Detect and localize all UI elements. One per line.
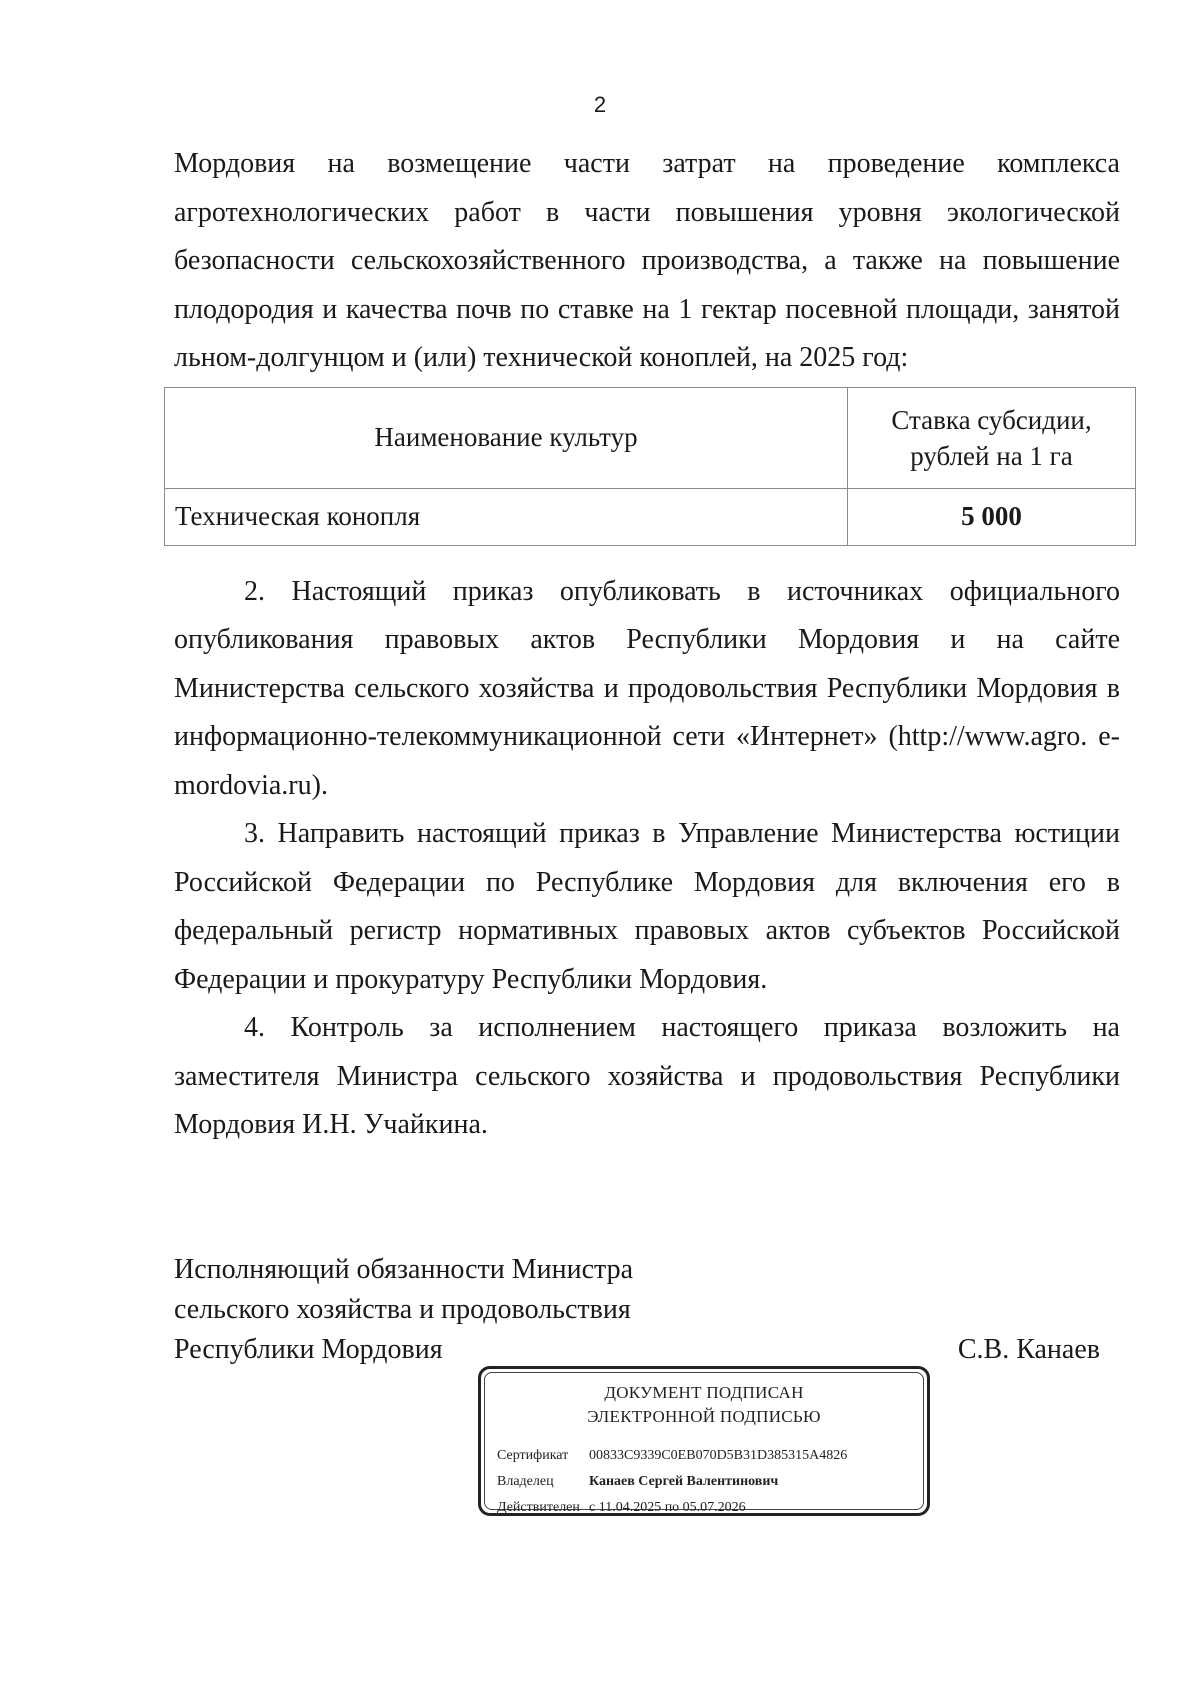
stamp-certificate-row (497, 1443, 923, 1469)
paragraph-publication: 2. Настоящий приказ опубликовать в источниках официального опубликования правовых актов Республики Мордовия и на сайте Министерства сельского хозяйства и продовольствия Республики Мордовия в информационно-телекоммуникационной сети «Интернет» (http://www.agro. e-mordovia.ru). (174, 575, 1120, 801)
subsidy-rate-cell: 5 000 (848, 488, 1136, 545)
intro-paragraph: Мордовия на возмещение части затрат на проведение комплекса агротехнологических работ в части повышения уровня экологической безопасности сельскохозяйственного производства, а также на повышение плодородия и качества почв по ставке на 1 гектар посевной площади, занятой льном-долгунцом и (или) технической коноплей, на 2025 год: (174, 148, 1120, 373)
header-crop-name: Наименование культур (165, 387, 848, 488)
stamp-heading-line2: ЭЛЕКТРОННОЙ ПОДПИСЬЮ (587, 1407, 821, 1426)
stamp-details (485, 1443, 923, 1521)
signer-title-line2: сельского хозяйства и продовольствия (174, 1294, 631, 1325)
owner-value: Канаев Сергей Валентинович (589, 1474, 779, 1489)
document-body (174, 140, 1120, 1150)
page-number: 2 (593, 92, 607, 117)
validity-value: с 11.04.2025 по 05.07.2026 (589, 1500, 746, 1515)
stamp-owner-row (497, 1469, 923, 1495)
certificate-value: 00833C9339C0EB070D5B31D385315A4826 (589, 1448, 848, 1463)
header-rate-line1: Ставка субсидии, (891, 404, 1092, 435)
header-rate-line2: рублей на 1 га (910, 440, 1073, 471)
paragraph-registration: 3. Направить настоящий приказ в Управление Министерства юстиции Российской Федерации по Республике Мордовия для включения его в федеральный регистр нормативных правовых актов субъектов Российской Федерации и прокуратуру Республики Мордовия. (174, 818, 1120, 995)
header-subsidy-rate (848, 387, 1136, 488)
owner-label: Владелец (497, 1474, 554, 1489)
validity-label: Действителен (497, 1500, 580, 1515)
certificate-label: Сертификат (497, 1448, 569, 1463)
signer-title-line3: Республики Мордовия (174, 1334, 443, 1365)
signer-name: С.В. Канаев (957, 1334, 1100, 1365)
signer-title-line1: Исполняющий обязанности Министра (174, 1254, 634, 1285)
stamp-validity-row (497, 1495, 923, 1521)
electronic-signature-stamp (478, 1366, 930, 1516)
crop-name-cell: Техническая конопля (165, 488, 848, 545)
table-header-row (165, 387, 1136, 488)
stamp-heading (485, 1381, 923, 1429)
subsidy-rates-table (164, 387, 1136, 546)
table-row (165, 488, 1136, 545)
paragraph-control: 4. Контроль за исполнением настоящего приказа возложить на заместителя Министра сельского хозяйства и продовольствия Республики Мордовия И.Н. Учайкина. (174, 1012, 1120, 1140)
stamp-heading-line1: ДОКУМЕНТ ПОДПИСАН (604, 1383, 804, 1402)
signature-block (174, 1250, 1120, 1370)
stamp-inner-frame (484, 1372, 924, 1515)
